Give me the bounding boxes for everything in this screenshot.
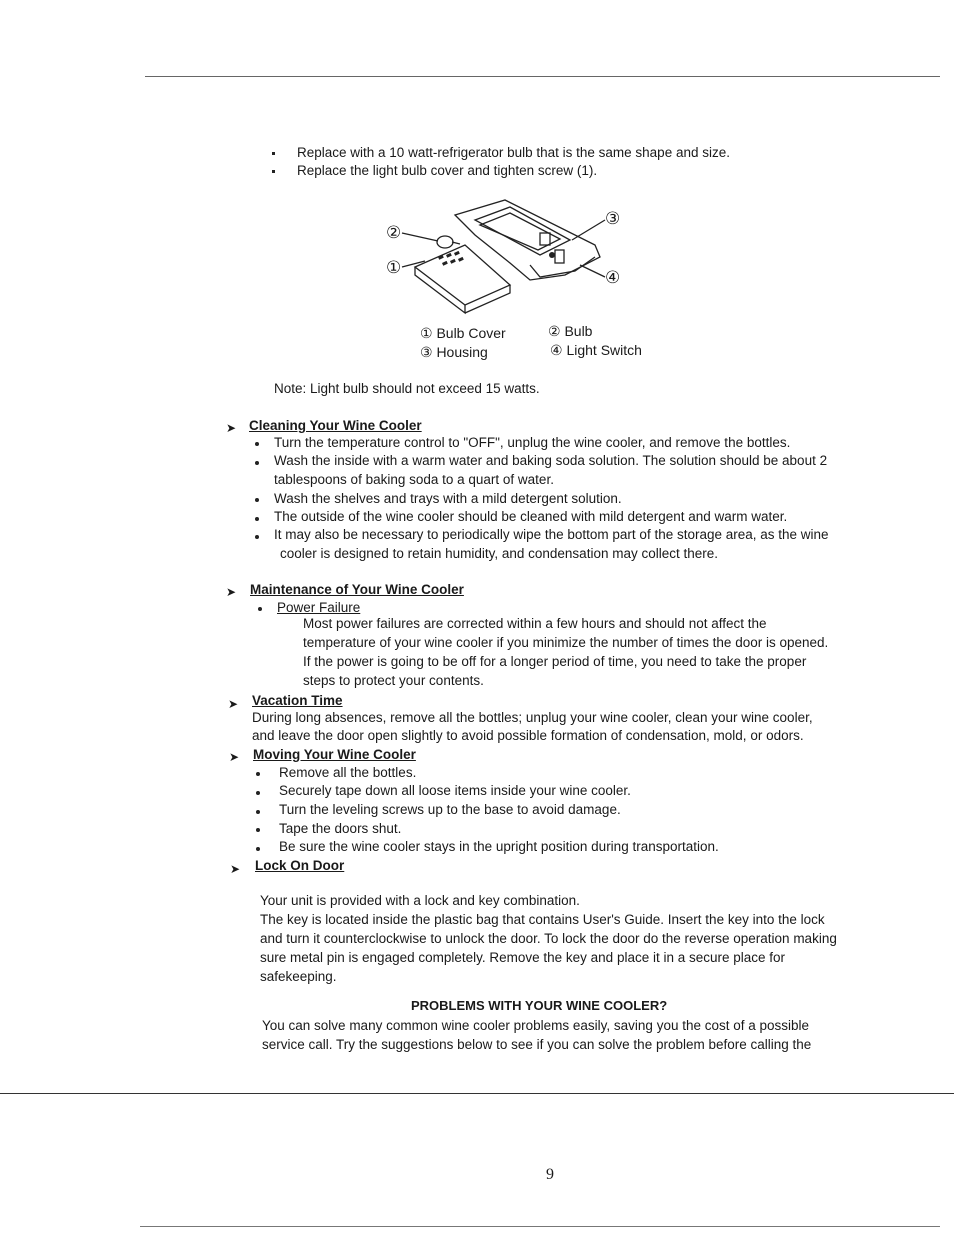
cleaning-item-cont: tablespoons of baking soda to a quart of water.: [274, 472, 554, 487]
bullet: [256, 810, 260, 814]
lock-line: safekeeping.: [260, 969, 337, 984]
cleaning-item: It may also be necessary to periodically wipe the bottom part of the storage area, as the wine: [274, 527, 829, 542]
maintenance-line: Most power failures are corrected within a few hours and should not affect the: [303, 616, 767, 631]
intro-bullet: Replace with a 10 watt-refrigerator bulb that is the same shape and size.: [297, 145, 730, 160]
lock-heading: Lock On Door: [255, 858, 345, 873]
legend-bulb-cover: ① Bulb Cover: [420, 325, 506, 341]
bullet: [256, 828, 260, 832]
vacation-line: and leave the door open slightly to avoid possible formation of condensation, mold, or odors.: [252, 728, 804, 743]
callout-4: ④: [605, 268, 621, 287]
bottom-rule: [0, 1093, 954, 1094]
moving-item: Securely tape down all loose items inside your wine cooler.: [279, 783, 631, 798]
callout-1: ①: [386, 258, 402, 277]
problems-heading: PROBLEMS WITH YOUR WINE COOLER?: [411, 998, 668, 1013]
bullet: [255, 517, 259, 521]
moving-heading: Moving Your Wine Cooler: [253, 747, 416, 762]
bullet: [272, 170, 275, 173]
moving-item: Tape the doors shut.: [279, 821, 402, 836]
maintenance-line: steps to protect your contents.: [303, 673, 484, 688]
bullet: [256, 847, 260, 851]
top-rule: [145, 76, 940, 77]
lock-line: sure metal pin is engaged completely. Remove the key and place it in a secure place for: [260, 950, 786, 965]
scan-edge-rule: [140, 1226, 940, 1227]
bullet: [255, 461, 259, 465]
intro-bullet: Replace the light bulb cover and tighten screw (1).: [297, 163, 598, 178]
callout-3: ③: [605, 209, 621, 228]
cleaning-item: The outside of the wine cooler should be cleaned with mild detergent and warm water.: [274, 509, 788, 524]
bullet: [256, 791, 260, 795]
callout-2: ②: [386, 223, 402, 242]
problems-line: You can solve many common wine cooler problems easily, saving you the cost of a possible: [262, 1018, 810, 1033]
legend-bulb: ② Bulb: [548, 323, 593, 339]
cleaning-heading: Cleaning Your Wine Cooler: [249, 418, 422, 433]
cleaning-item: Wash the shelves and trays with a mild detergent solution.: [274, 491, 622, 506]
bullet: [255, 498, 259, 502]
moving-item: Be sure the wine cooler stays in the upright position during transportation.: [279, 839, 719, 854]
maintenance-heading: Maintenance of Your Wine Cooler: [250, 582, 464, 597]
moving-item: Turn the leveling screws up to the base to avoid damage.: [279, 802, 621, 817]
maintenance-line: temperature of your wine cooler if you minimize the number of times the door is opened.: [303, 635, 829, 650]
arrow-icon: ➤: [230, 862, 241, 876]
bullet: [255, 442, 259, 446]
page-number: 9: [546, 1166, 554, 1183]
arrow-icon: ➤: [229, 750, 240, 764]
cleaning-item: Turn the temperature control to "OFF", unplug the wine cooler, and remove the bottles.: [274, 435, 791, 450]
bullet: [258, 607, 262, 611]
lock-line: and turn it counterclockwise to unlock the door. To lock the door do the reverse operation making: [260, 931, 837, 946]
maintenance-line: If the power is going to be off for a longer period of time, you need to take the proper: [303, 654, 807, 669]
arrow-icon: ➤: [226, 585, 237, 599]
legend-housing: ③ Housing: [420, 344, 488, 360]
power-failure-subheading: Power Failure: [277, 600, 361, 615]
cleaning-item-cont: cooler is designed to retain humidity, and condensation may collect there.: [280, 546, 718, 561]
lock-line: Your unit is provided with a lock and key combination.: [260, 893, 580, 908]
legend-light-switch: ④ Light Switch: [550, 342, 642, 358]
bullet: [255, 535, 259, 539]
note-text: Note: Light bulb should not exceed 15 watts.: [274, 381, 540, 396]
problems-line: service call. Try the suggestions below to see if you can solve the problem before calling the: [262, 1037, 812, 1052]
bullet: [256, 772, 260, 776]
vacation-heading: Vacation Time: [252, 693, 343, 708]
lock-line: The key is located inside the plastic bag that contains User's Guide. Insert the key into the lock: [260, 912, 825, 927]
moving-item: Remove all the bottles.: [279, 765, 417, 780]
cleaning-item: Wash the inside with a warm water and baking soda solution. The solution should be about 2: [274, 453, 828, 468]
bullet: [272, 152, 275, 155]
arrow-icon: ➤: [228, 697, 239, 711]
light-housing-illustration: [380, 195, 640, 315]
vacation-line: During long absences, remove all the bottles; unplug your wine cooler, clean your wine cooler,: [252, 710, 813, 725]
arrow-icon: ➤: [226, 421, 237, 435]
